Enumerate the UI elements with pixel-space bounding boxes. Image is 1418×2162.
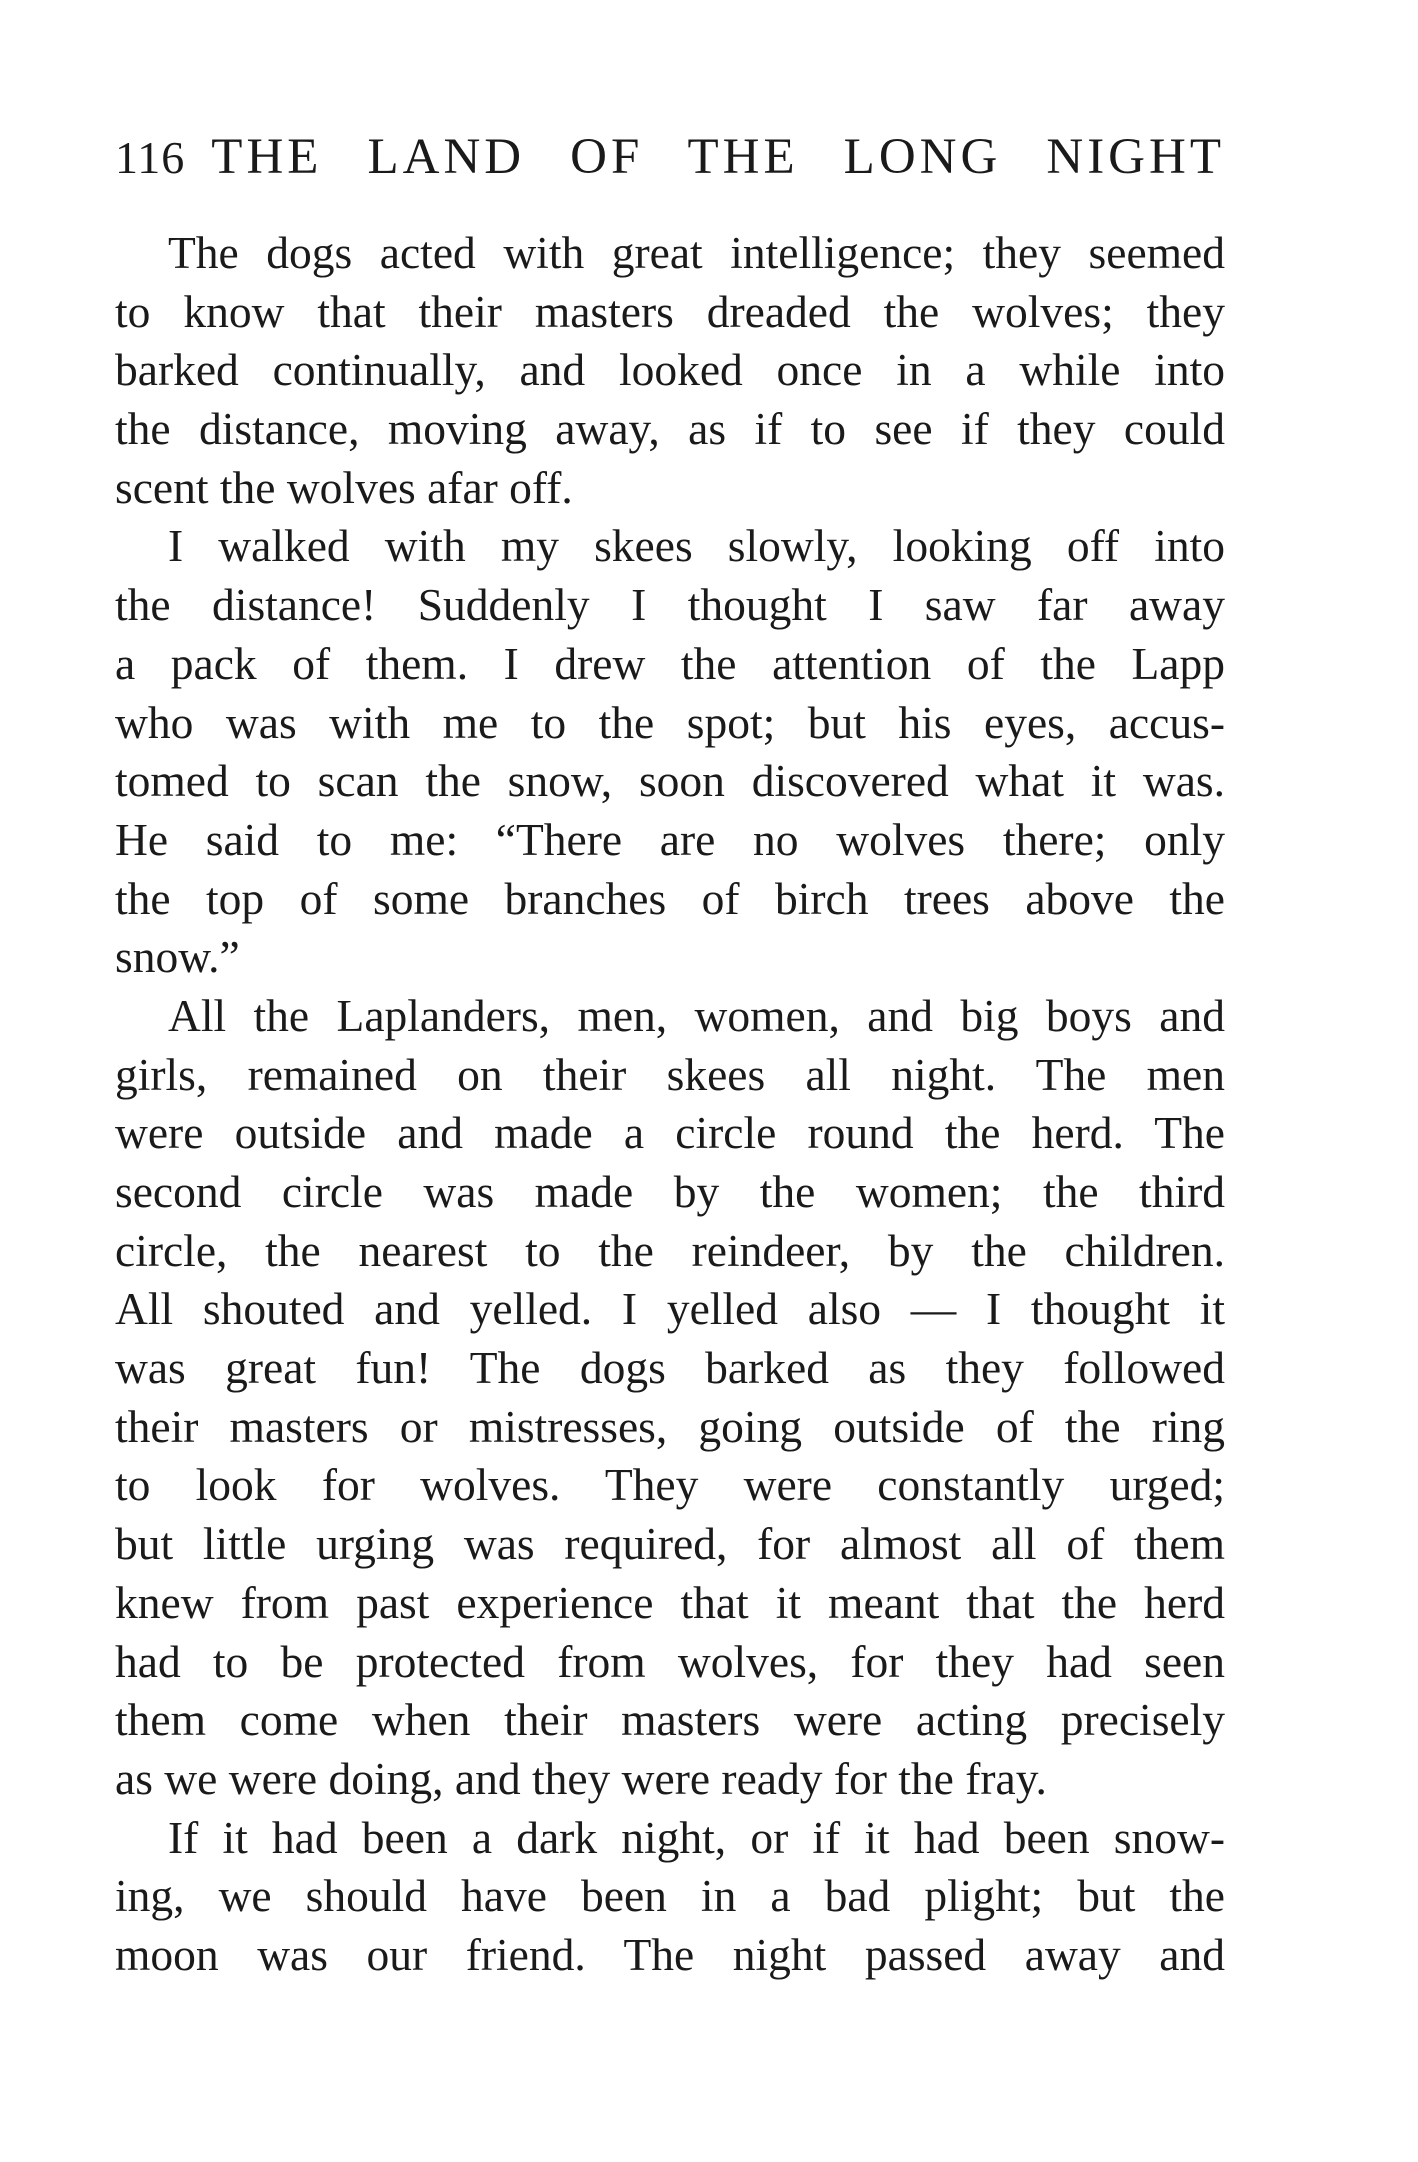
paragraph [115, 517, 1225, 987]
text-line: All the Laplanders, men, women, and big boys and [168, 989, 1225, 1041]
page-number: 116 [115, 132, 186, 183]
text-line: moon was our friend. The night passed away and [115, 1928, 1225, 1980]
text-line: to look for wolves. They were constantly urged; [115, 1459, 1225, 1511]
text-line: snow.” [115, 931, 240, 983]
text-line: knew from past experience that it meant that the herd [115, 1576, 1225, 1628]
text-line: The dogs acted with great intelligence; they seemed [168, 227, 1225, 278]
text-line: He said to me: “There are no wolves there; only [115, 813, 1225, 865]
text-line: their masters or mistresses, going outside of the ring [115, 1400, 1225, 1452]
text-line: barked continually, and looked once in a while into [115, 344, 1225, 396]
paragraph [115, 987, 1225, 1809]
text-line: the distance, moving away, as if to see if they could [115, 403, 1225, 455]
text-line: I walked with my skees slowly, looking off into [168, 520, 1225, 572]
text-line: scent the wolves afar off. [115, 461, 573, 513]
text-line: second circle was made by the women; the third [115, 1166, 1225, 1217]
paragraph [115, 224, 1225, 517]
body-text [115, 224, 1225, 1985]
text-line: were outside and made a circle round the herd. The [115, 1107, 1225, 1159]
text-line: a pack of them. I drew the attention of the Lapp [115, 637, 1225, 689]
page-header [115, 128, 1225, 188]
paragraph [115, 1809, 1225, 1985]
text-line: ing, we should have been in a bad plight; but the [115, 1870, 1225, 1922]
text-line: them come when their masters were acting precisely [115, 1694, 1225, 1746]
text-line: girls, remained on their skees all night. The men [115, 1048, 1225, 1100]
running-head: THE LAND OF THE LONG NIGHT [211, 129, 1225, 185]
text-line: who was with me to the spot; but his eyes, accus- [115, 696, 1225, 748]
text-line: as we were doing, and they were ready for the fray. [115, 1752, 1047, 1804]
text-line: but little urging was required, for almost all of them [115, 1518, 1225, 1570]
text-line: was great fun! The dogs barked as they followed [115, 1342, 1225, 1394]
text-line: the top of some branches of birch trees above the [115, 872, 1225, 924]
text-line: had to be protected from wolves, for they had seen [115, 1635, 1225, 1687]
text-line: tomed to scan the snow, soon discovered what it was. [115, 755, 1225, 807]
text-line: to know that their masters dreaded the wolves; they [115, 285, 1225, 337]
text-line: If it had been a dark night, or if it had been snow- [168, 1811, 1225, 1863]
text-line: the distance! Suddenly I thought I saw far away [115, 579, 1225, 631]
text-line: All shouted and yelled. I yelled also — I thought it [115, 1283, 1225, 1335]
text-line: circle, the nearest to the reindeer, by the children. [115, 1224, 1225, 1276]
